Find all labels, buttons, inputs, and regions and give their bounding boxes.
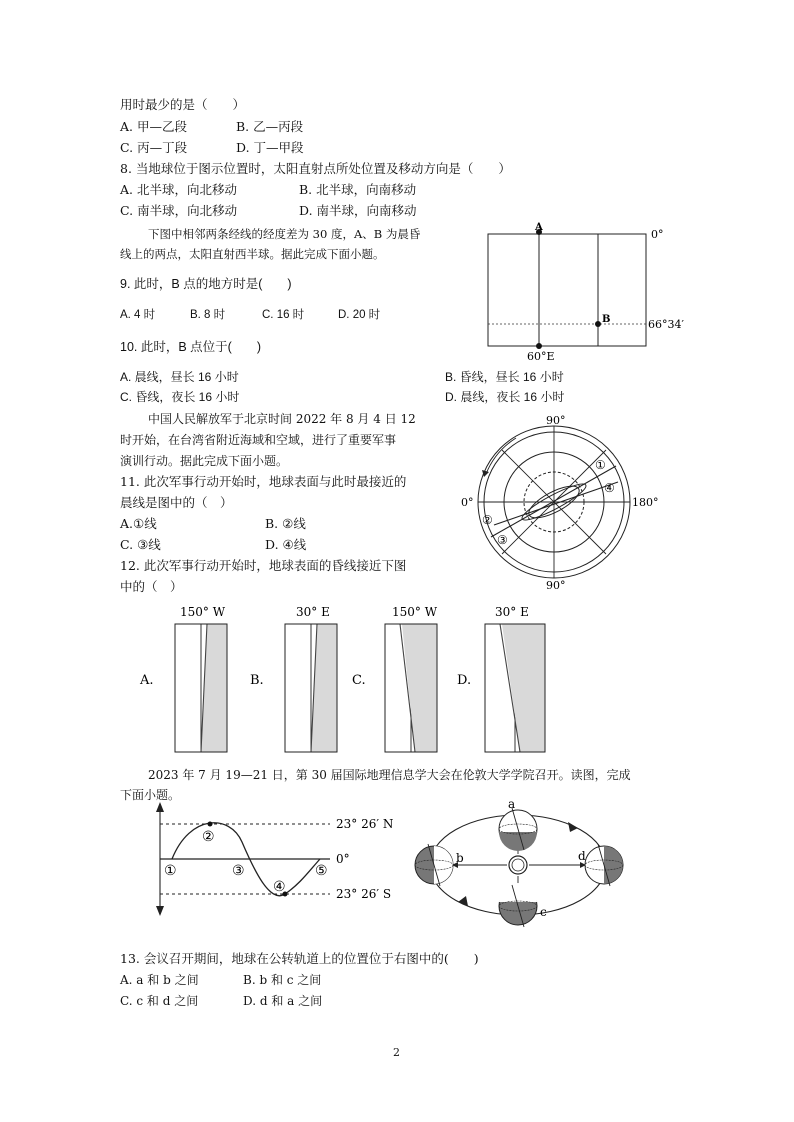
q11-option-b: B. ②线: [265, 516, 306, 531]
label-lat: 66°34′: [648, 318, 684, 331]
intro-11-12-line1: 中国人民解放军于北京时间 2022 年 8 月 4 日 12: [148, 412, 416, 426]
q10-option-c: C. 昏线，夜长 16 小时: [120, 390, 240, 404]
intro-13-line2: 下面小题。: [120, 788, 181, 802]
label-equator: 0°: [336, 852, 350, 866]
q9-option-d: D. 20 时: [338, 309, 381, 321]
intro-13-line1: 2023 年 7 月 19—21 日，第 30 届国际地理信息学大会在伦敦大学学院召开。读图，完成: [148, 768, 631, 782]
option-b-lon-label: 30° E: [296, 605, 330, 619]
meridian-figure: [480, 222, 700, 364]
terminator-options-figure: [130, 598, 560, 758]
point-b: [595, 321, 601, 327]
intro-9-10-line1: 下图中相邻两条经线的经度差为 30 度，A、B 为晨昏: [148, 227, 421, 241]
point-b-label: B: [602, 314, 611, 325]
orbit-label-a: a: [508, 797, 516, 811]
point-lon: [536, 343, 542, 349]
q7-option-b: B. 乙—丙段: [236, 119, 304, 134]
polar-label-bottom: 90°: [546, 579, 566, 590]
polar-meridians: [478, 426, 630, 578]
q10-option-d: D. 晨线，夜长 16 小时: [445, 390, 565, 404]
intro-11-12-line3: 演训行动。据此完成下面小题。: [120, 454, 289, 468]
polar-label-left: 0°: [461, 496, 474, 509]
q7-option-a: A. 甲—乙段: [120, 119, 187, 134]
q11-option-c: C. ③线: [120, 537, 161, 552]
option-a-letter: A.: [140, 673, 154, 688]
label-north: 23° 26′ N: [336, 817, 394, 831]
orbit-label-c: c: [540, 905, 547, 919]
meridian-frame: [488, 234, 646, 346]
q7-option-d: D. 丁—甲段: [236, 140, 304, 155]
q11-option-a: A.①线: [120, 516, 157, 531]
option-b-letter: B.: [250, 673, 264, 688]
point-4: ④: [273, 879, 286, 895]
intro-9-10-line2: 线上的两点，太阳直射西半球。据此完成下面小题。: [120, 247, 385, 261]
q13-option-d: D. d 和 a 之间: [243, 994, 323, 1008]
option-a-panel: [139, 605, 227, 752]
point-5: ⑤: [315, 863, 328, 879]
intro-11-12-line2: 时开始，在台湾省附近海域和空域，进行了重要军事: [120, 433, 397, 447]
q12-stem-line2: 中的（ ）: [120, 579, 183, 594]
q7-option-c: C. 丙—丁段: [120, 140, 188, 155]
q8-stem: 8. 当地球位于图示位置时，太阳直射点所处位置及移动方向是（ ）: [120, 161, 511, 176]
option-a-lon-label: 150° W: [180, 605, 226, 619]
q13-option-b: B. b 和 c 之间: [243, 973, 322, 987]
orbit-label-b: b: [456, 851, 464, 865]
label-lon: 60°E: [527, 350, 555, 363]
polar-figure: [456, 414, 676, 590]
page-number: 2: [393, 1046, 400, 1059]
q9-stem: 9. 此时，B 点的地方时是( ): [120, 277, 292, 291]
q13-option-c: C. c 和 d 之间: [120, 994, 199, 1008]
point-1: ①: [164, 863, 177, 879]
marker-1: ①: [595, 458, 606, 472]
polar-label-right: 180°: [632, 496, 659, 509]
earth-c: [499, 883, 537, 927]
q8-option-c: C. 南半球，向北移动: [120, 203, 238, 218]
q10-option-a: A. 晨线，昼长 16 小时: [120, 370, 239, 384]
earth-b: [415, 844, 453, 886]
option-d-letter: D.: [457, 673, 472, 688]
q8-option-b: B. 北半球，向南移动: [299, 182, 417, 197]
option-b-panel: [250, 605, 337, 752]
earth-a: [499, 808, 537, 851]
q10-option-b: B. 昏线，昼长 16 小时: [445, 370, 564, 384]
q8-option-a: A. 北半球，向北移动: [120, 182, 237, 197]
q11-stem-line1: 11. 此次军事行动开始时，地球表面与此时最接近的: [120, 474, 407, 489]
option-c-letter: C.: [352, 673, 366, 688]
earth-d: [585, 844, 623, 886]
q12-stem-line1: 12. 此次军事行动开始时，地球表面的昏线接近下图: [120, 558, 407, 573]
q11-option-d: D. ④线: [265, 537, 307, 552]
q7-stem: 用时最少的是（ ）: [120, 97, 246, 112]
q13-stem: 13. 会议召开期间，地球在公转轨道上的位置位于右图中的( ): [120, 951, 479, 966]
label-south: 23° 26′ S: [336, 887, 392, 901]
point-2: ②: [202, 829, 215, 845]
marker-3: ③: [497, 533, 508, 547]
orbit-figure: [410, 792, 635, 934]
sun-path-figure: [150, 800, 400, 920]
q9-option-a: A. 4 时: [120, 309, 156, 321]
q9-option-b: B. 8 时: [190, 309, 226, 321]
point-3: ③: [232, 863, 245, 879]
marker-4: ④: [604, 481, 615, 495]
polar-label-top: 90°: [546, 414, 566, 427]
option-c-panel: [352, 605, 438, 752]
q9-option-c: C. 16 时: [262, 309, 305, 321]
orbit-label-d: d: [578, 849, 586, 863]
label-0: 0°: [651, 228, 664, 241]
q10-stem: 10. 此时，B 点位于( ): [120, 340, 261, 354]
terminator-line-2: [494, 482, 618, 525]
option-c-lon-label: 150° W: [392, 605, 438, 619]
option-d-panel: [457, 605, 545, 752]
q11-stem-line2: 晨线是图中的（ ）: [120, 495, 233, 510]
point-a-label: A: [535, 222, 543, 233]
option-d-lon-label: 30° E: [495, 605, 529, 619]
q8-option-d: D. 南半球，向南移动: [299, 203, 417, 218]
marker-2: ②: [482, 513, 493, 527]
q13-option-a: A. a 和 b 之间: [120, 973, 199, 987]
